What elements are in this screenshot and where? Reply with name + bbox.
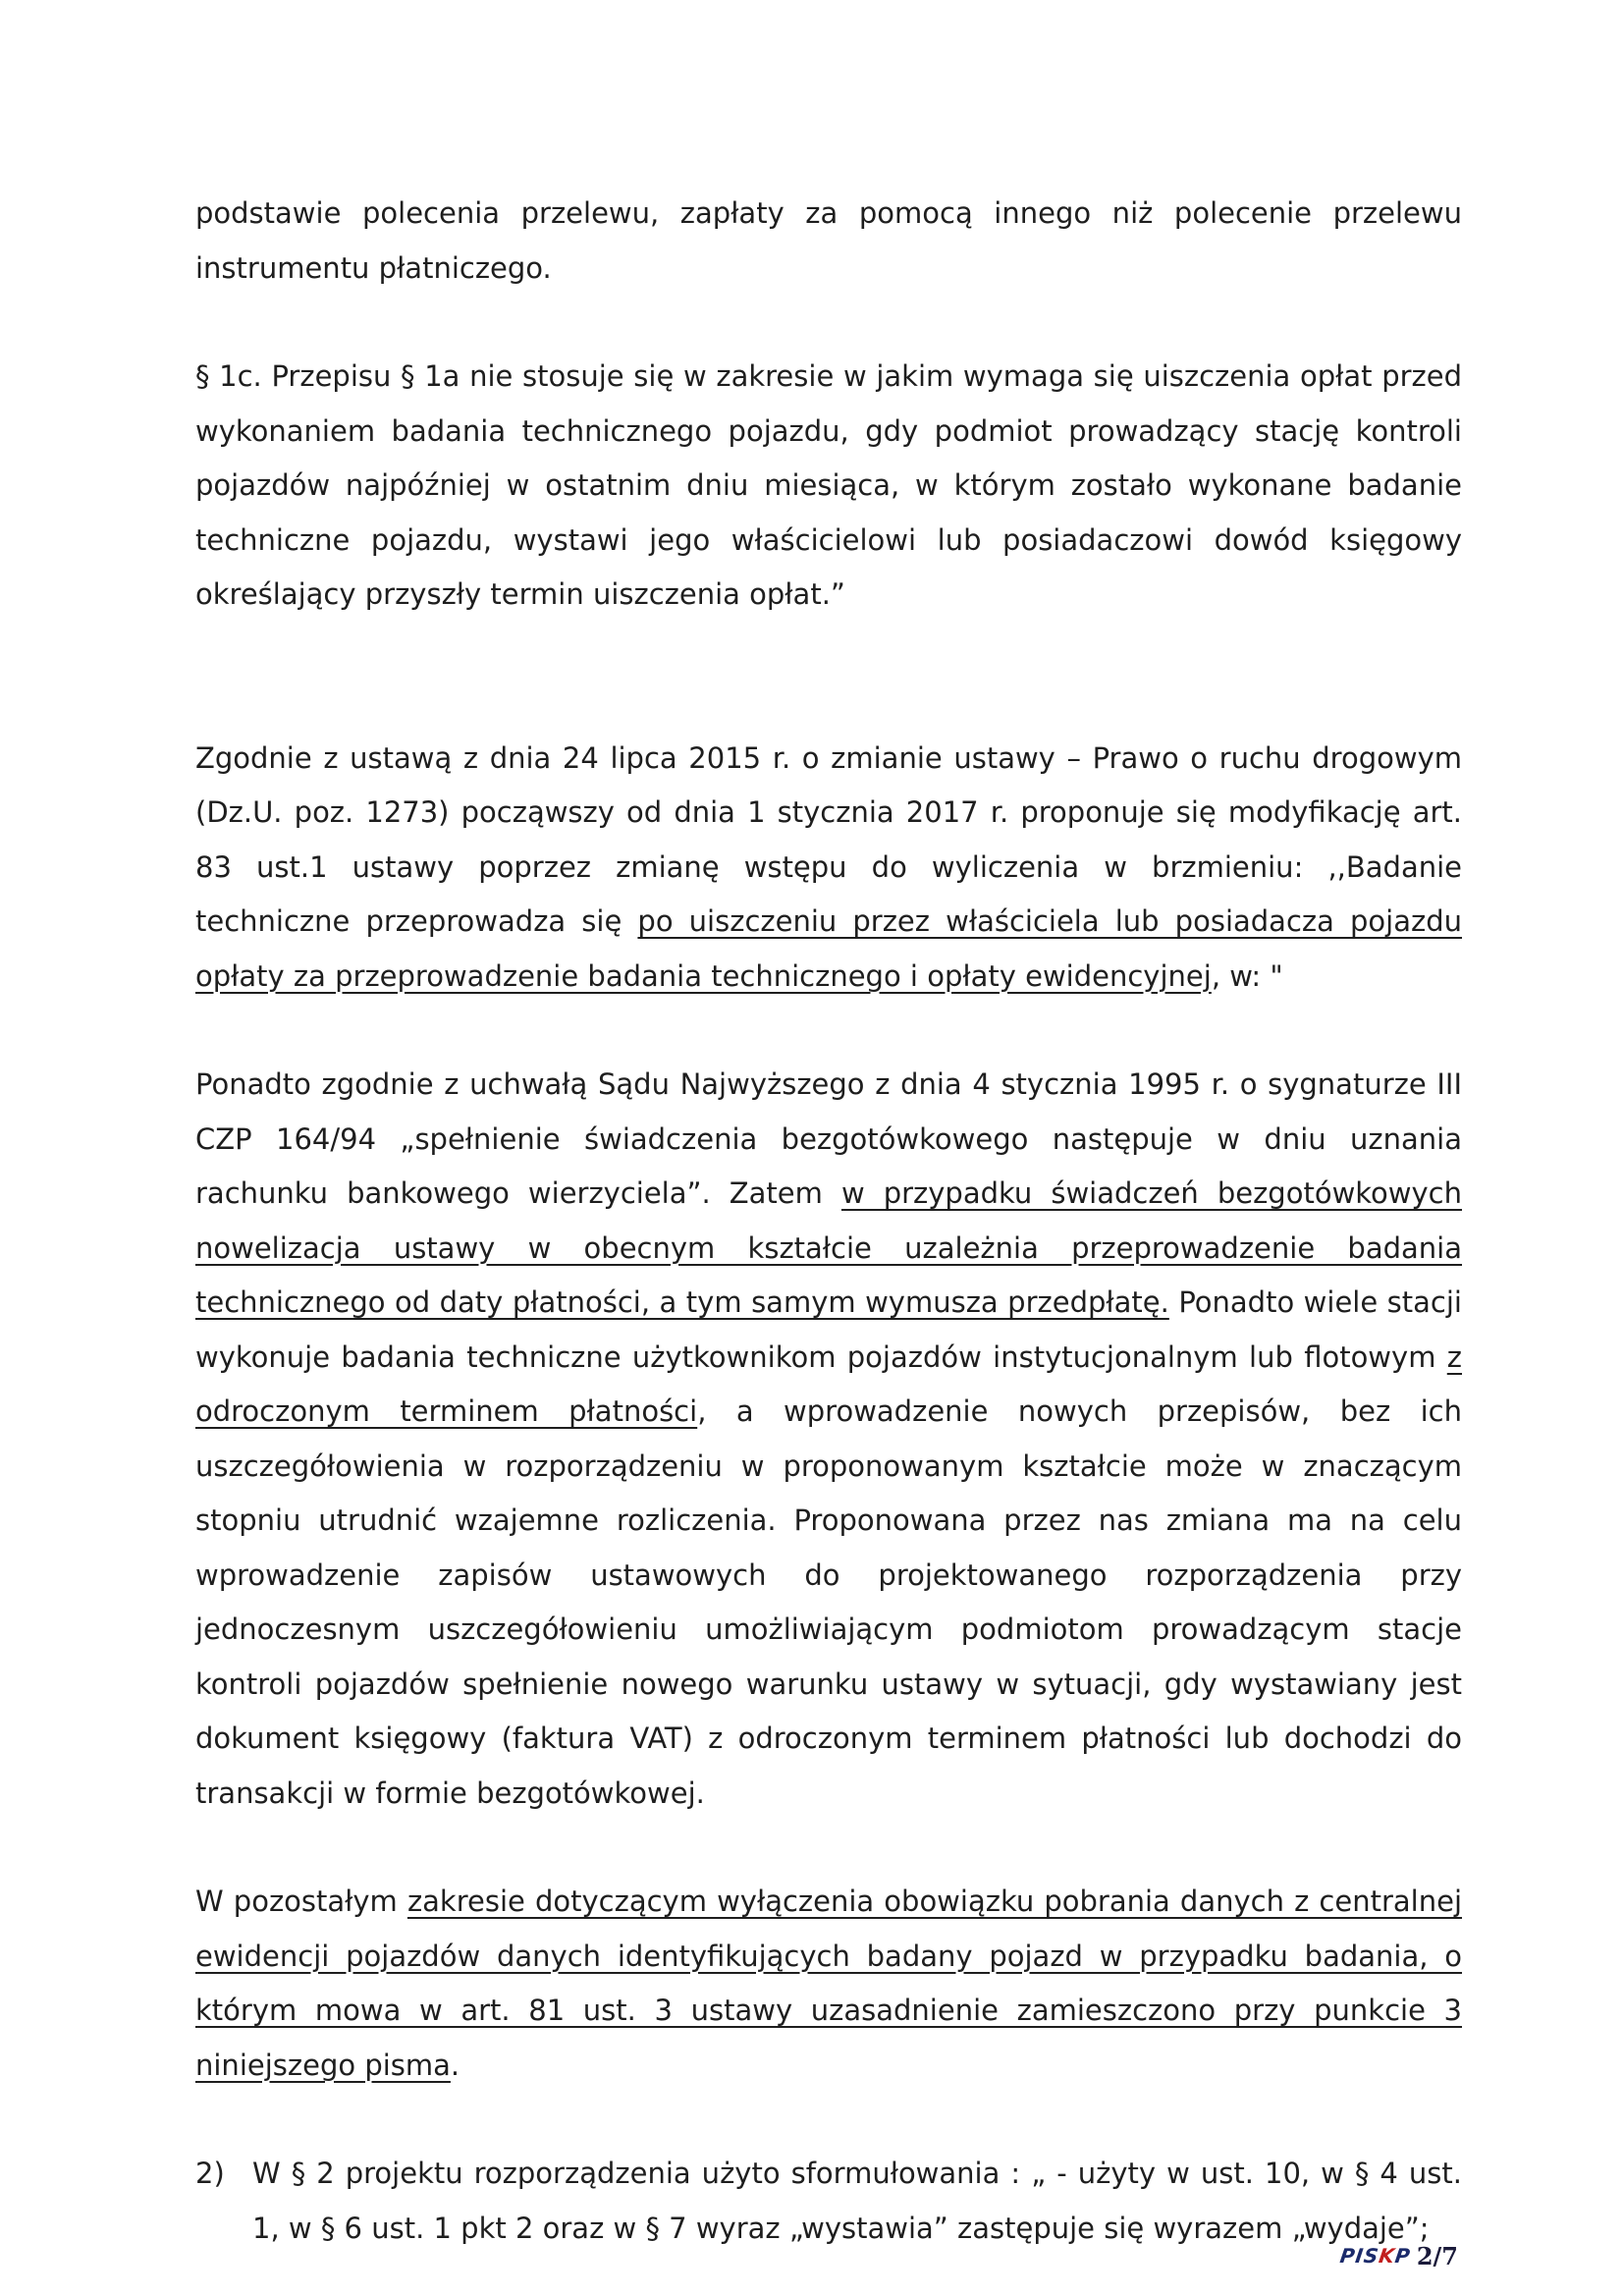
document-body xyxy=(195,187,1462,2256)
paragraph-amendment xyxy=(195,732,1462,1005)
text-run: . xyxy=(450,2048,460,2082)
text-run: Ponadto wiele stacji wykonuje badania techniczne użytkownikom pojazdów instytucjonalnym lub flotowym xyxy=(195,1285,1462,1374)
logo-accent-letter: K xyxy=(1377,2244,1397,2268)
page-footer xyxy=(1340,2241,1458,2270)
paragraph-supreme-court xyxy=(195,1058,1462,1821)
underlined-text: z odroczonym terminem płatności xyxy=(195,1339,1462,1428)
paragraph-section-1c: § 1c. Przepisu § 1a nie stosuje się w zakresie w jakim wymaga się uiszczenia opłat przed wykonaniem badania technicznego pojazdu, gdy podmiot prowadzący stację kontroli pojazdów najpóźniej w ostatnim dniu miesiąca, w którym zostało wykonane badanie techniczne pojazdu, wystawi jego właścicielowi lub posiadaczowi dowód księgowy określający przyszły termin uiszczenia opłat.” xyxy=(195,359,1462,611)
page-number xyxy=(1417,2242,1458,2270)
underlined-text: zakresie dotyczącym wyłączenia obowiązku pobrania danych z centralnej ewidencji pojazdów danych identyfikujących badany pojazd w przypadku badania, o którym mowa w art. 81 ust. 3 ustawy uzasadnienie zamieszczono przy punkcie 3 niniejszego pisma xyxy=(195,1885,1462,2082)
underlined-text: w przypadku świadczeń bezgotówkowych nowelizacja ustawy w obecnym kształcie uzależnia przeprowadzenie badania technicznego od daty płatności, a tym samym wymusza przedpłatę. xyxy=(195,1176,1462,1319)
list-item-number: 2) xyxy=(195,2157,225,2190)
text-run: W pozostałym xyxy=(195,1885,407,1918)
piskp-logo xyxy=(1338,2244,1412,2268)
current-page: 2 xyxy=(1416,2241,1434,2270)
text-run: , a wprowadzenie nowych przepisów, bez ich uszczegółowienia w rozporządzeniu w proponowanym kształcie może w znaczącym stopniu utrudnić wzajemne rozliczenia. Proponowana przez nas zmiana ma na celu wprowadzenie zapisów ustawowych do projektowanego rozporządzenia przy jednoczesnym uszczegółowieniu umożliwiającym podmiotom prowadzącym stacje kontroli pojazdów spełnienie nowego warunku ustawy w sytuacji, gdy wystawiany jest dokument księgowy (faktura VAT) z odroczonym terminem płatności lub dochodzi do transakcji w formie bezgotówkowej. xyxy=(195,1394,1462,1810)
list-item-text: W § 2 projektu rozporządzenia użyto sformułowania : „ - użyty w ust. 10, w § 4 ust. 1, w § 6 ust. 1 pkt 2 oraz w § 7 wyraz „wystawia” zastępuje się wyrazem „wydaje”; xyxy=(252,2157,1462,2245)
paragraph-continuation: podstawie polecenia przelewu, zapłaty za pomocą innego niż polecenie przelewu instrumentu płatniczego. xyxy=(195,196,1462,285)
text-run: Zgodnie z ustawą z dnia 24 lipca 2015 r. o zmianie ustawy – Prawo o ruchu drogowym (Dz.U. poz. 1273) począwszy od dnia 1 stycznia 2017 r. proponuje się modyfikację art. 83 ust.1 ustawy poprzez zmianę wstępu do wyliczenia w brzmieniu: ,,Badanie techniczne przeprowadza się xyxy=(195,740,1462,938)
underlined-text: po uiszczeniu przez właściciela lub posiadacza pojazdu opłaty za przeprowadzenie badania technicznego i opłaty ewidencyjnej xyxy=(195,904,1462,993)
text-run: , w: " xyxy=(1211,958,1283,993)
page-separator: / xyxy=(1433,2241,1442,2270)
logo-text-end: P xyxy=(1393,2244,1413,2268)
text-run: Ponadto zgodnie z uchwałą Sądu Najwyższego z dnia 4 stycznia 1995 r. o sygnaturze III CZP 164/94 „spełnienie świadczenia bezgotówkowego następuje w dniu uznania rachunku bankowego wierzyciela”. Zatem xyxy=(195,1067,1462,1210)
paragraph-remaining-scope xyxy=(195,1875,1462,2093)
logo-text: PIS xyxy=(1338,2244,1381,2268)
list-item-2 xyxy=(195,2147,1462,2256)
total-pages: 7 xyxy=(1441,2241,1458,2270)
